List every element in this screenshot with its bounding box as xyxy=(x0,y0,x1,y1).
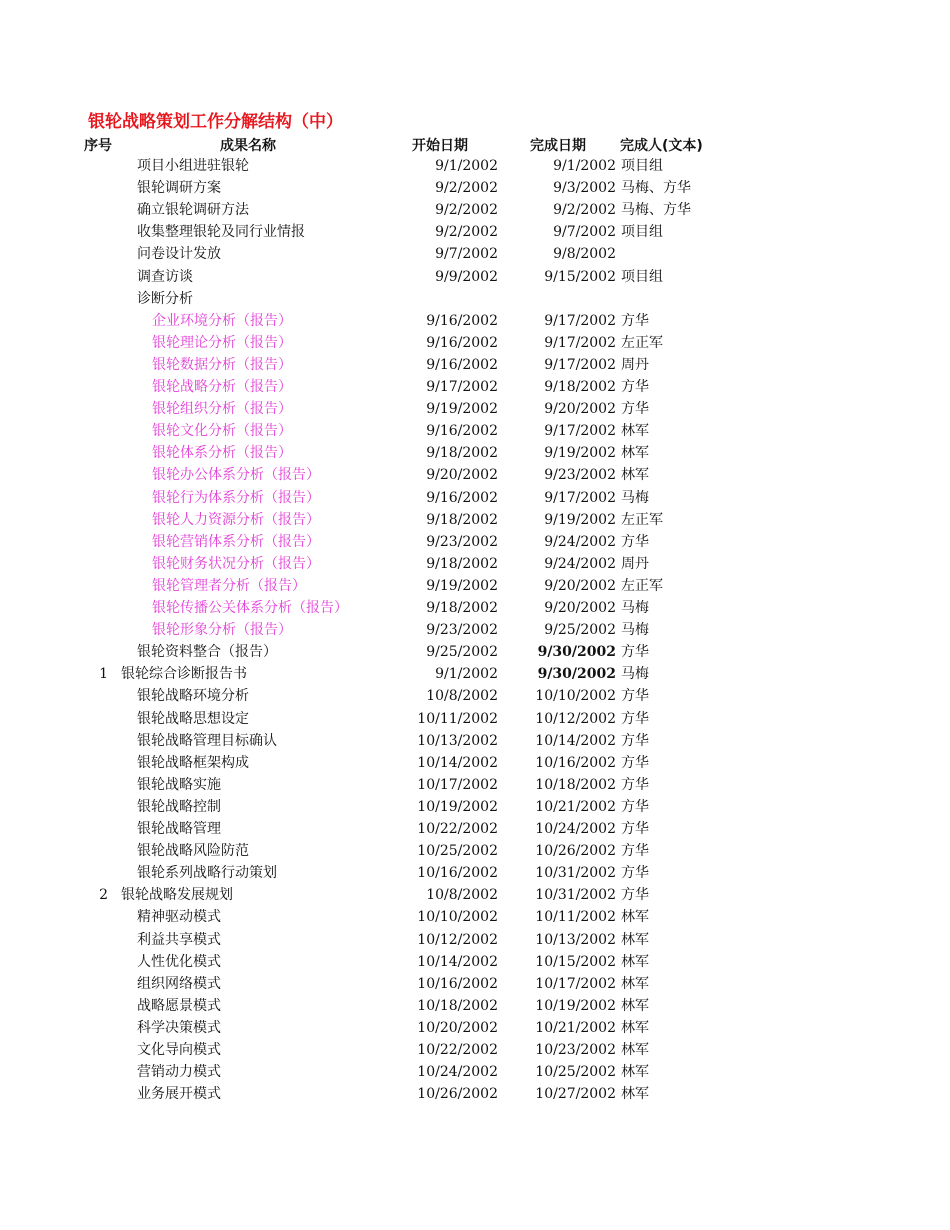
end-date: 9/1/2002 xyxy=(553,158,616,174)
table-row xyxy=(0,266,950,288)
deliverable-name: 组织网络模式 xyxy=(137,975,221,992)
table-row xyxy=(0,575,950,597)
owner: 林军 xyxy=(621,445,649,462)
deliverable-name: 银轮管理者分析（报告） xyxy=(152,577,306,594)
deliverable-name: 银轮调研方案 xyxy=(137,180,221,197)
end-date: 10/17/2002 xyxy=(535,975,616,992)
header-no: 序号 xyxy=(84,138,112,154)
deliverable-name: 银轮战略发展规划 xyxy=(121,887,233,904)
table-row xyxy=(0,752,950,774)
header-start: 开始日期 xyxy=(412,138,468,154)
end-date: 9/17/2002 xyxy=(544,356,616,373)
deliverable-name: 企业环境分析（报告） xyxy=(152,312,292,329)
table-row xyxy=(0,553,950,575)
start-date: 10/13/2002 xyxy=(417,732,498,749)
deliverable-name: 银轮战略风险防范 xyxy=(137,843,249,860)
owner: 林军 xyxy=(621,997,649,1014)
table-row xyxy=(0,354,950,376)
end-date: 10/31/2002 xyxy=(535,865,616,882)
table-row xyxy=(0,796,950,818)
deliverable-name: 银轮战略管理目标确认 xyxy=(137,732,277,749)
table-row xyxy=(0,420,950,442)
end-date: 9/20/2002 xyxy=(544,401,616,418)
deliverable-name: 问卷设计发放 xyxy=(137,246,221,263)
deliverable-name: 银轮战略控制 xyxy=(137,798,221,815)
owner: 周丹 xyxy=(621,555,649,572)
start-date: 9/18/2002 xyxy=(426,600,498,616)
owner: 方华 xyxy=(621,710,649,727)
table-row xyxy=(0,619,950,641)
start-date: 9/18/2002 xyxy=(426,445,498,462)
table-row xyxy=(0,1083,950,1105)
row-number: 2 xyxy=(99,887,108,904)
deliverable-name: 银轮行为体系分析（报告） xyxy=(152,489,320,506)
owner: 项目组 xyxy=(621,224,663,241)
owner: 方华 xyxy=(621,798,649,815)
owner: 方华 xyxy=(621,843,649,860)
start-date: 9/16/2002 xyxy=(426,334,498,351)
start-date: 10/12/2002 xyxy=(417,931,498,948)
start-date: 10/19/2002 xyxy=(417,798,498,815)
table-row xyxy=(0,906,950,928)
table-row xyxy=(0,398,950,420)
deliverable-name: 营销动力模式 xyxy=(137,1064,221,1081)
owner: 方华 xyxy=(621,379,649,395)
end-date: 9/3/2002 xyxy=(553,180,616,197)
owner: 马梅 xyxy=(621,489,649,506)
owner: 马梅 xyxy=(621,622,649,639)
owner: 林军 xyxy=(621,467,649,484)
owner: 方华 xyxy=(621,821,649,837)
end-date: 9/17/2002 xyxy=(544,312,616,329)
end-date: 9/18/2002 xyxy=(544,379,616,395)
start-date: 10/14/2002 xyxy=(417,953,498,970)
start-date: 9/20/2002 xyxy=(426,467,498,484)
table-row xyxy=(0,818,950,840)
deliverable-name: 诊断分析 xyxy=(137,290,193,307)
deliverable-name: 银轮办公体系分析（报告） xyxy=(152,467,320,484)
owner: 方华 xyxy=(621,401,649,418)
start-date: 10/25/2002 xyxy=(417,843,498,860)
deliverable-name: 精神驱动模式 xyxy=(137,909,221,926)
start-date: 10/20/2002 xyxy=(417,1019,498,1036)
end-date: 10/13/2002 xyxy=(535,931,616,948)
end-date: 10/10/2002 xyxy=(535,688,616,705)
end-date: 9/30/2002 xyxy=(537,666,616,683)
table-row xyxy=(0,663,950,685)
table-row xyxy=(0,774,950,796)
deliverable-name: 银轮战略环境分析 xyxy=(137,688,249,705)
start-date: 9/2/2002 xyxy=(435,202,498,219)
owner: 马梅 xyxy=(621,600,649,616)
start-date: 10/8/2002 xyxy=(426,688,498,705)
start-date: 10/18/2002 xyxy=(417,997,498,1014)
owner: 林军 xyxy=(621,953,649,970)
start-date: 9/23/2002 xyxy=(426,533,498,550)
deliverable-name: 确立银轮调研方法 xyxy=(137,202,249,219)
start-date: 10/17/2002 xyxy=(417,776,498,793)
table-row xyxy=(0,332,950,354)
sheet-title: 银轮战略策划工作分解结构（中） xyxy=(88,112,343,132)
start-date: 10/14/2002 xyxy=(417,754,498,771)
table-row xyxy=(0,1039,950,1061)
deliverable-name: 银轮战略管理 xyxy=(137,821,221,837)
table-row xyxy=(0,199,950,221)
table-row xyxy=(0,155,950,177)
end-date: 9/19/2002 xyxy=(544,511,616,528)
owner: 马梅、方华 xyxy=(621,180,691,197)
end-date: 9/17/2002 xyxy=(544,423,616,440)
start-date: 9/23/2002 xyxy=(426,622,498,639)
deliverable-name: 银轮战略思想设定 xyxy=(137,710,249,727)
table-row xyxy=(0,177,950,199)
table-row xyxy=(0,840,950,862)
owner: 周丹 xyxy=(621,356,649,373)
owner: 左正军 xyxy=(621,577,663,594)
deliverable-name: 业务展开模式 xyxy=(137,1086,221,1103)
start-date: 10/22/2002 xyxy=(417,1042,498,1058)
owner: 林军 xyxy=(621,423,649,440)
table-row xyxy=(0,509,950,531)
owner: 林军 xyxy=(621,1064,649,1081)
start-date: 9/7/2002 xyxy=(435,246,498,263)
start-date: 10/10/2002 xyxy=(417,909,498,926)
table-row xyxy=(0,1061,950,1083)
deliverable-name: 银轮传播公关体系分析（报告） xyxy=(152,600,348,616)
header-name: 成果名称 xyxy=(220,138,276,154)
end-date: 10/11/2002 xyxy=(535,909,616,926)
table-row xyxy=(0,376,950,398)
deliverable-name: 收集整理银轮及同行业情报 xyxy=(137,224,305,241)
start-date: 10/22/2002 xyxy=(417,821,498,837)
end-date: 9/8/2002 xyxy=(553,246,616,263)
owner: 林军 xyxy=(621,975,649,992)
owner: 方华 xyxy=(621,644,649,661)
table-row xyxy=(0,221,950,243)
end-date: 9/19/2002 xyxy=(544,445,616,462)
owner: 方华 xyxy=(621,732,649,749)
end-date: 9/15/2002 xyxy=(544,268,616,285)
owner: 林军 xyxy=(621,1019,649,1036)
end-date: 9/20/2002 xyxy=(544,577,616,594)
owner: 方华 xyxy=(621,688,649,705)
table-row xyxy=(0,995,950,1017)
deliverable-name: 利益共享模式 xyxy=(137,931,221,948)
deliverable-name: 银轮理论分析（报告） xyxy=(152,334,292,351)
end-date: 10/12/2002 xyxy=(535,710,616,727)
start-date: 9/2/2002 xyxy=(435,180,498,197)
deliverable-name: 项目小组进驻银轮 xyxy=(137,158,249,174)
start-date: 9/1/2002 xyxy=(435,158,498,174)
table-row xyxy=(0,487,950,509)
end-date: 10/24/2002 xyxy=(535,821,616,837)
deliverable-name: 银轮数据分析（报告） xyxy=(152,356,292,373)
start-date: 9/16/2002 xyxy=(426,356,498,373)
deliverable-name: 银轮人力资源分析（报告） xyxy=(152,511,320,528)
header-end: 完成日期 xyxy=(530,138,586,154)
table-row xyxy=(0,310,950,332)
owner: 林军 xyxy=(621,931,649,948)
start-date: 10/8/2002 xyxy=(426,887,498,904)
end-date: 9/2/2002 xyxy=(553,202,616,219)
deliverable-name: 人性优化模式 xyxy=(137,953,221,970)
deliverable-name: 银轮营销体系分析（报告） xyxy=(152,533,320,550)
end-date: 10/18/2002 xyxy=(535,776,616,793)
end-date: 10/23/2002 xyxy=(535,1042,616,1058)
owner: 方华 xyxy=(621,754,649,771)
start-date: 9/2/2002 xyxy=(435,224,498,241)
start-date: 9/17/2002 xyxy=(426,379,498,395)
table-row xyxy=(0,708,950,730)
owner: 方华 xyxy=(621,887,649,904)
start-date: 9/25/2002 xyxy=(426,644,498,661)
table-row xyxy=(0,243,950,265)
deliverable-name: 银轮战略分析（报告） xyxy=(152,379,292,395)
start-date: 10/24/2002 xyxy=(417,1064,498,1081)
deliverable-name: 银轮系列战略行动策划 xyxy=(137,865,277,882)
deliverable-name: 银轮战略实施 xyxy=(137,776,221,793)
deliverable-name: 银轮文化分析（报告） xyxy=(152,423,292,440)
end-date: 9/17/2002 xyxy=(544,334,616,351)
owner: 方华 xyxy=(621,312,649,329)
start-date: 9/19/2002 xyxy=(426,401,498,418)
table-row xyxy=(0,464,950,486)
table-row xyxy=(0,442,950,464)
header-owner: 完成人(文本) xyxy=(620,138,703,154)
owner: 项目组 xyxy=(621,268,663,285)
table-row xyxy=(0,730,950,752)
owner: 林军 xyxy=(621,1042,649,1058)
row-number: 1 xyxy=(99,666,108,683)
end-date: 9/25/2002 xyxy=(544,622,616,639)
start-date: 10/26/2002 xyxy=(417,1086,498,1103)
end-date: 9/7/2002 xyxy=(553,224,616,241)
end-date: 10/25/2002 xyxy=(535,1064,616,1081)
start-date: 10/11/2002 xyxy=(417,710,498,727)
deliverable-name: 银轮形象分析（报告） xyxy=(152,622,292,639)
start-date: 9/18/2002 xyxy=(426,511,498,528)
table-row xyxy=(0,973,950,995)
end-date: 9/30/2002 xyxy=(537,644,616,661)
deliverable-name: 文化导向模式 xyxy=(137,1042,221,1058)
deliverable-name: 银轮组织分析（报告） xyxy=(152,401,292,418)
end-date: 9/17/2002 xyxy=(544,489,616,506)
deliverable-name: 科学决策模式 xyxy=(137,1019,221,1036)
end-date: 10/27/2002 xyxy=(535,1086,616,1103)
deliverable-name: 银轮资料整合（报告） xyxy=(137,644,277,661)
owner: 项目组 xyxy=(621,158,663,174)
owner: 林军 xyxy=(621,909,649,926)
start-date: 9/16/2002 xyxy=(426,489,498,506)
end-date: 10/26/2002 xyxy=(535,843,616,860)
owner: 方华 xyxy=(621,776,649,793)
start-date: 10/16/2002 xyxy=(417,975,498,992)
end-date: 9/20/2002 xyxy=(544,600,616,616)
table-row xyxy=(0,951,950,973)
start-date: 9/18/2002 xyxy=(426,555,498,572)
owner: 左正军 xyxy=(621,334,663,351)
owner: 林军 xyxy=(621,1086,649,1103)
end-date: 10/15/2002 xyxy=(535,953,616,970)
deliverable-name: 银轮财务状况分析（报告） xyxy=(152,555,320,572)
end-date: 9/24/2002 xyxy=(544,555,616,572)
table-row xyxy=(0,1017,950,1039)
owner: 马梅 xyxy=(621,666,649,683)
end-date: 9/23/2002 xyxy=(544,467,616,484)
start-date: 9/16/2002 xyxy=(426,423,498,440)
end-date: 9/24/2002 xyxy=(544,533,616,550)
owner: 左正军 xyxy=(621,511,663,528)
table-row xyxy=(0,288,950,310)
end-date: 10/31/2002 xyxy=(535,887,616,904)
table-row xyxy=(0,597,950,619)
owner: 方华 xyxy=(621,533,649,550)
end-date: 10/14/2002 xyxy=(535,732,616,749)
table-row xyxy=(0,531,950,553)
deliverable-name: 银轮综合诊断报告书 xyxy=(121,666,247,683)
end-date: 10/21/2002 xyxy=(535,798,616,815)
owner: 马梅、方华 xyxy=(621,202,691,219)
end-date: 10/16/2002 xyxy=(535,754,616,771)
table-row xyxy=(0,685,950,707)
end-date: 10/19/2002 xyxy=(535,997,616,1014)
table-row xyxy=(0,884,950,906)
deliverable-name: 战略愿景模式 xyxy=(137,997,221,1014)
table-row xyxy=(0,641,950,663)
deliverable-name: 银轮战略框架构成 xyxy=(137,754,249,771)
end-date: 10/21/2002 xyxy=(535,1019,616,1036)
table-row xyxy=(0,862,950,884)
start-date: 9/19/2002 xyxy=(426,577,498,594)
start-date: 9/16/2002 xyxy=(426,312,498,329)
start-date: 9/9/2002 xyxy=(435,268,498,285)
deliverable-name: 银轮体系分析（报告） xyxy=(152,445,292,462)
start-date: 9/1/2002 xyxy=(435,666,498,683)
deliverable-name: 调查访谈 xyxy=(137,268,193,285)
owner: 方华 xyxy=(621,865,649,882)
start-date: 10/16/2002 xyxy=(417,865,498,882)
table-row xyxy=(0,929,950,951)
